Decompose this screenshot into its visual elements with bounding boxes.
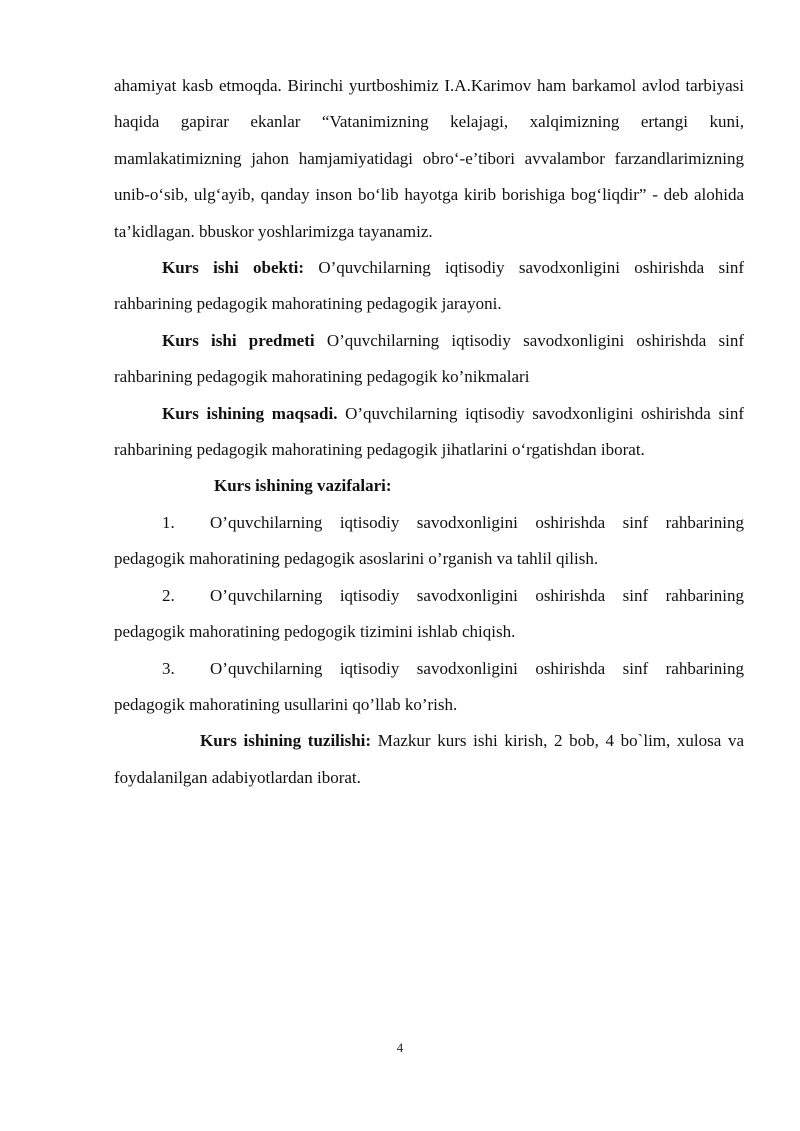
goal-text: O’quvchilarning iqtisodiy savodxonligini oshirishda sinf rahbarining pedagogik mahoratining pedagogik jihatlarini o‘rgatishdan iborat. (114, 403, 744, 460)
tasks-heading: Kurs ishining vazifalari: (214, 476, 392, 496)
structure-label: Kurs ishining tuzilishi: (200, 731, 372, 751)
task-number: 1. (162, 512, 175, 532)
task-item (114, 651, 744, 724)
structure-text: Mazkur kurs ishi kirish, 2 bob, 4 bo`lim, xulosa va foydalanilgan adabiyotlardan iborat. (114, 731, 744, 787)
task-text: O’quvchilarning iqtisodiy savodxonligini oshirishda sinf rahbarining pedagogik mahoratining usullarini qo’llab ko’rish. (114, 658, 744, 714)
subject-label: Kurs ishi predmeti (162, 330, 315, 350)
intro-paragraph: ahamiyat kasb etmoqda. Birinchi yurtboshimiz I.A.Karimov ham barkamol avlod tarbiyasi haqida gapirar ekanlar “Vatanimizning kelajagi, xalqimizning ertangi kuni, mamlakatimizning jahon hamjamiyatidagi obro‘-e’tibori avvalambor farzandlarimizning unib-o‘sib, ulg‘ayib, qanday inson bo‘lib hayotga kirib borishiga bog‘liqdir” - deb alohida ta’kidlagan. bbuskor yoshlarimizga tayanamiz. (114, 76, 744, 241)
task-text: O’quvchilarning iqtisodiy savodxonligini oshirishda sinf rahbarining pedagogik mahoratining pedagogik asoslarini o’rganish va tahlil qilish. (114, 512, 744, 569)
task-item (114, 578, 744, 651)
task-number: 2. (162, 585, 175, 605)
subject-paragraph (114, 323, 744, 396)
page-number: 4 (396, 1040, 404, 1055)
goal-paragraph (114, 396, 744, 469)
object-label: Kurs ishi obekti: (162, 258, 305, 278)
task-text: O’quvchilarning iqtisodiy savodxonligini oshirishda sinf rahbarining pedagogik mahoratining pedogogik tizimini ishlab chiqish. (114, 585, 744, 642)
document-page (114, 68, 744, 796)
object-paragraph (114, 250, 744, 323)
task-number: 3. (162, 658, 175, 678)
task-item (114, 505, 744, 578)
subject-text: O’quvchilarning iqtisodiy savodxonligini oshirishda sinf rahbarining pedagogik mahoratining pedagogik ko’nikmalari (114, 330, 745, 387)
structure-paragraph (114, 723, 744, 796)
goal-label: Kurs ishining maqsadi. (162, 403, 338, 423)
object-text: O’quvchilarning iqtisodiy savodxonligini oshirishda sinf rahbarining pedagogik mahoratining pedagogik jarayoni. (114, 258, 744, 314)
